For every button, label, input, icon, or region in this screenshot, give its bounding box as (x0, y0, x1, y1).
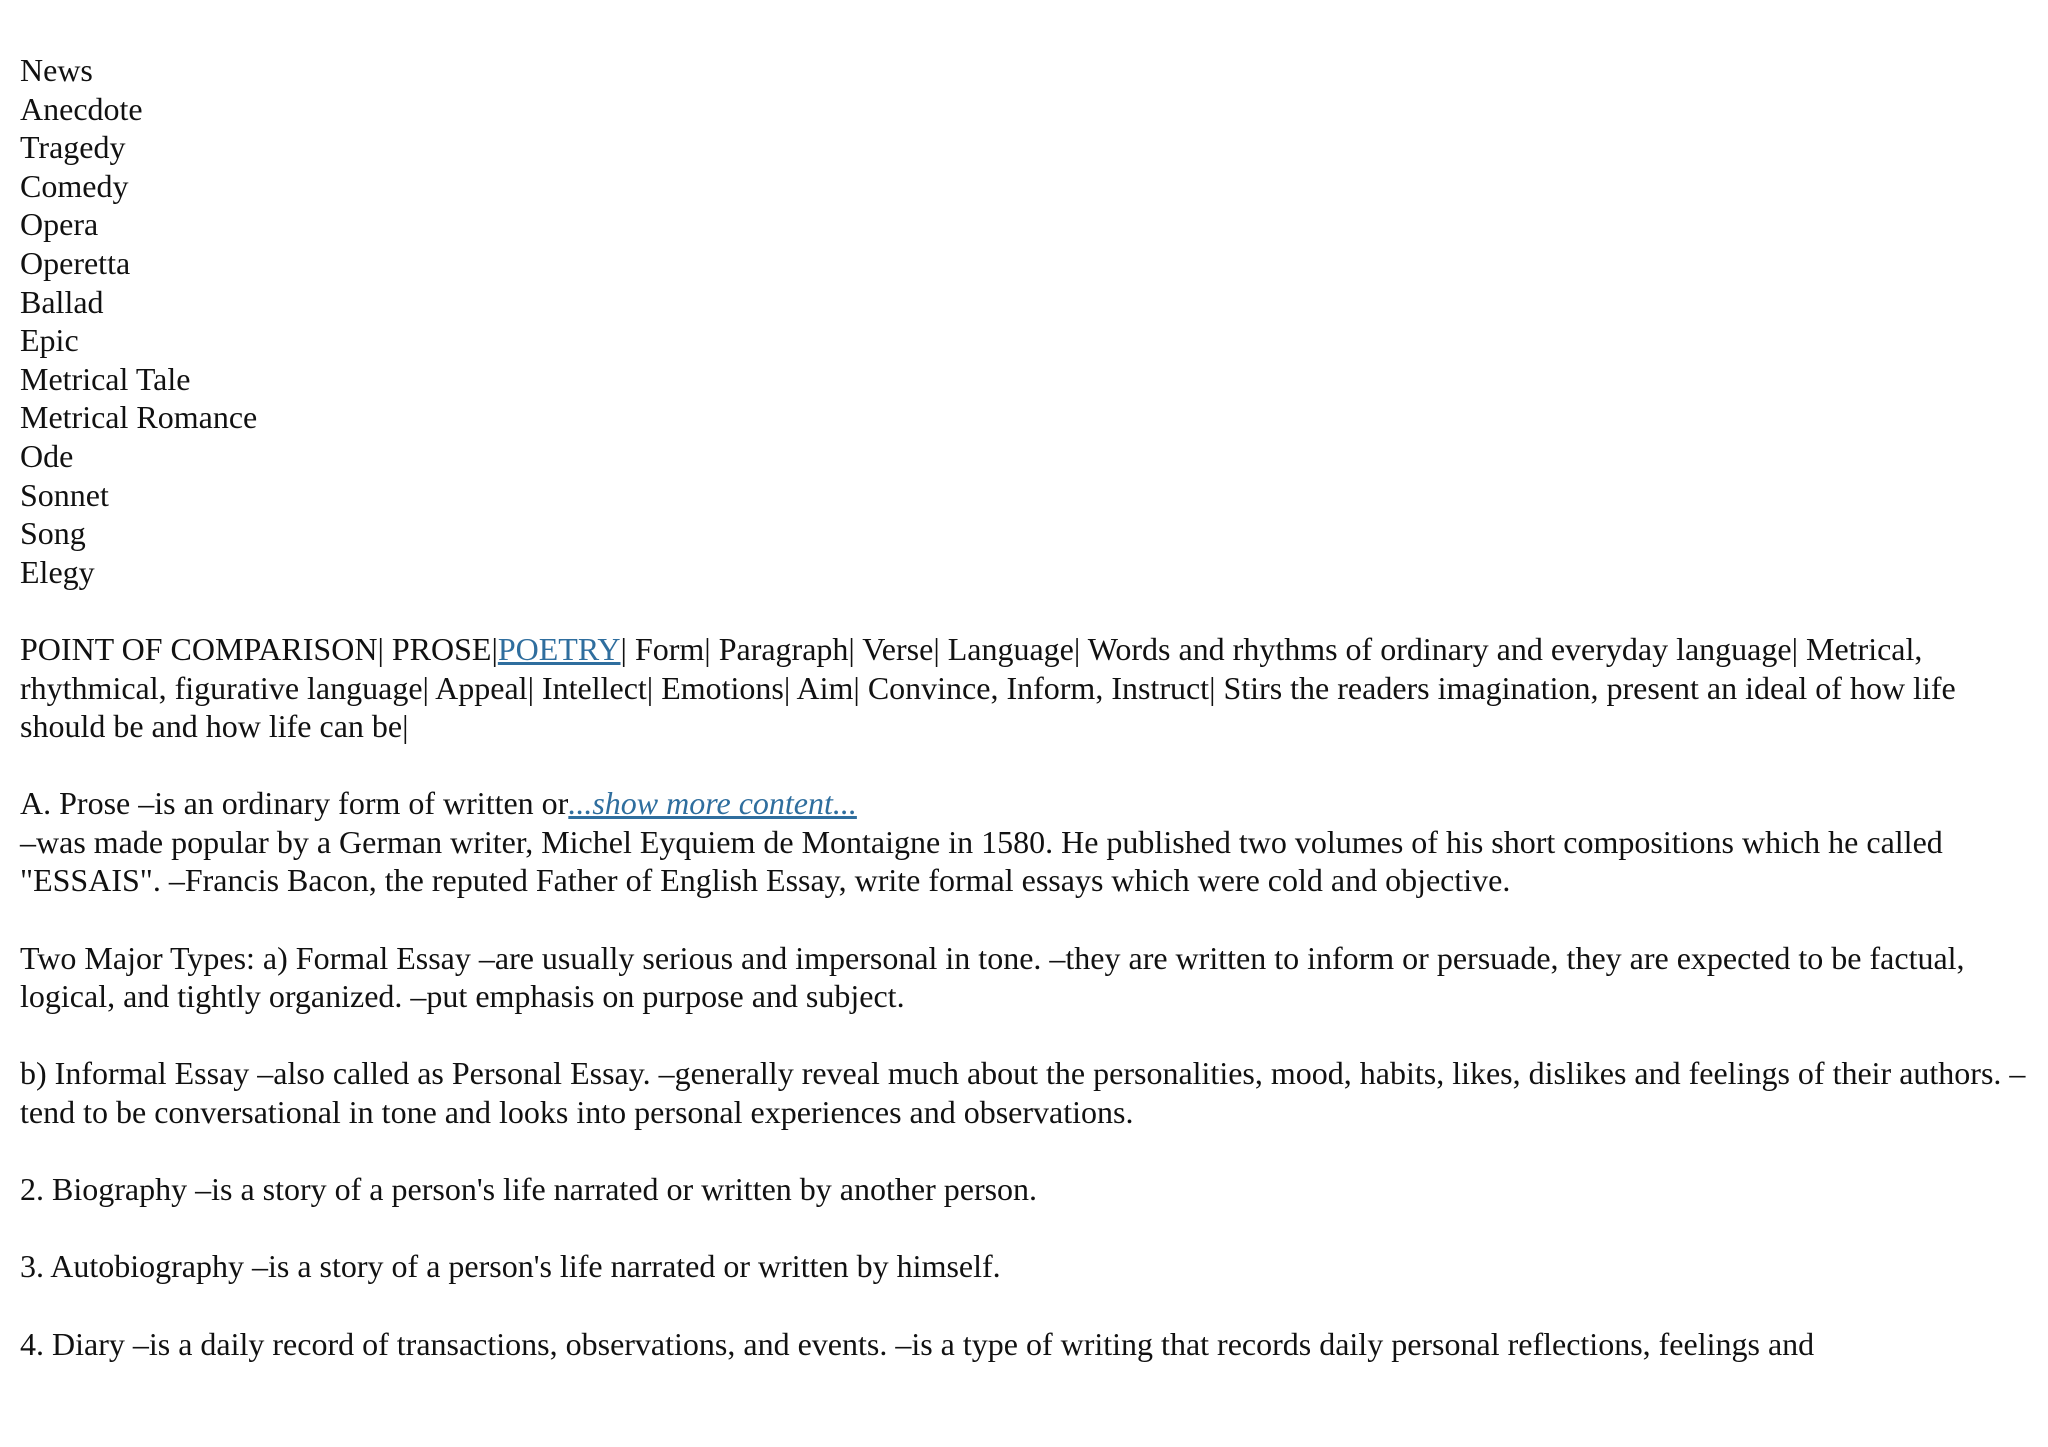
genre-item: Tragedy (20, 129, 126, 166)
essay-history-text: –was made popular by a German writer, Michel Eyquiem de Montaigne in 1580. He published two volumes of his short compositions which he called "ESSAIS". –Francis Bacon, the reputed Father of English Essay, write formal essays which were cold and objective. (20, 823, 1943, 899)
prose-intro-text: A. Prose –is an ordinary form of written or (20, 785, 569, 822)
genre-item: Song (20, 515, 86, 552)
informal-essay-paragraph: b) Informal Essay –also called as Personal Essay. –generally reveal much about the personalities, mood, habits, likes, dislikes and feelings of their authors. –tend to be conversational in tone and looks into personal experiences and observations. (20, 1055, 2026, 1131)
genre-item: Sonnet (20, 476, 109, 513)
genre-item: Comedy (20, 167, 129, 204)
poetry-link[interactable]: POETRY (497, 630, 621, 667)
genre-item: Metrical Tale (20, 360, 191, 397)
show-more-link[interactable]: ...show more content... (568, 785, 857, 822)
genre-item: Opera (20, 206, 99, 243)
diary-paragraph: 4. Diary –is a daily record of transactions, observations, and events. –is a type of writing that records daily personal reflections, feelings and (20, 1325, 1815, 1362)
comparison-text-after-link: | Form| Paragraph| Verse| Language| Words and rhythms of ordinary and everyday language| Metrical, rhythmical, figurative language| Appeal| Intellect| Emotions| Aim| Convince, Inform, Instruct| Stirs the readers imagination, present an ideal of how life should be and how life can be| (20, 630, 1956, 745)
genre-list (20, 51, 2030, 591)
document-body (20, 51, 2030, 1363)
comparison-text-before-link: POINT OF COMPARISON| PROSE| (20, 630, 498, 667)
genre-item: Metrical Romance (20, 399, 258, 436)
formal-essay-paragraph: Two Major Types: a) Formal Essay –are usually serious and impersonal in tone. –they are written to inform or persuade, they are expected to be factual, logical, and tightly organized. –put emphasis on purpose and subject. (20, 939, 1965, 1015)
genre-item: Elegy (20, 553, 95, 590)
comparison-paragraph (20, 630, 2030, 746)
autobiography-paragraph: 3. Autobiography –is a story of a person's life narrated or written by himself. (20, 1248, 1001, 1285)
genre-item: Ballad (20, 283, 104, 320)
genre-item: Anecdote (20, 90, 143, 127)
genre-item: News (20, 52, 93, 88)
genre-item: Epic (20, 322, 79, 359)
genre-item: Ode (20, 437, 74, 474)
prose-paragraph (20, 784, 2030, 900)
genre-item: Operetta (20, 244, 131, 281)
biography-paragraph: 2. Biography –is a story of a person's life narrated or written by another person. (20, 1171, 1038, 1208)
